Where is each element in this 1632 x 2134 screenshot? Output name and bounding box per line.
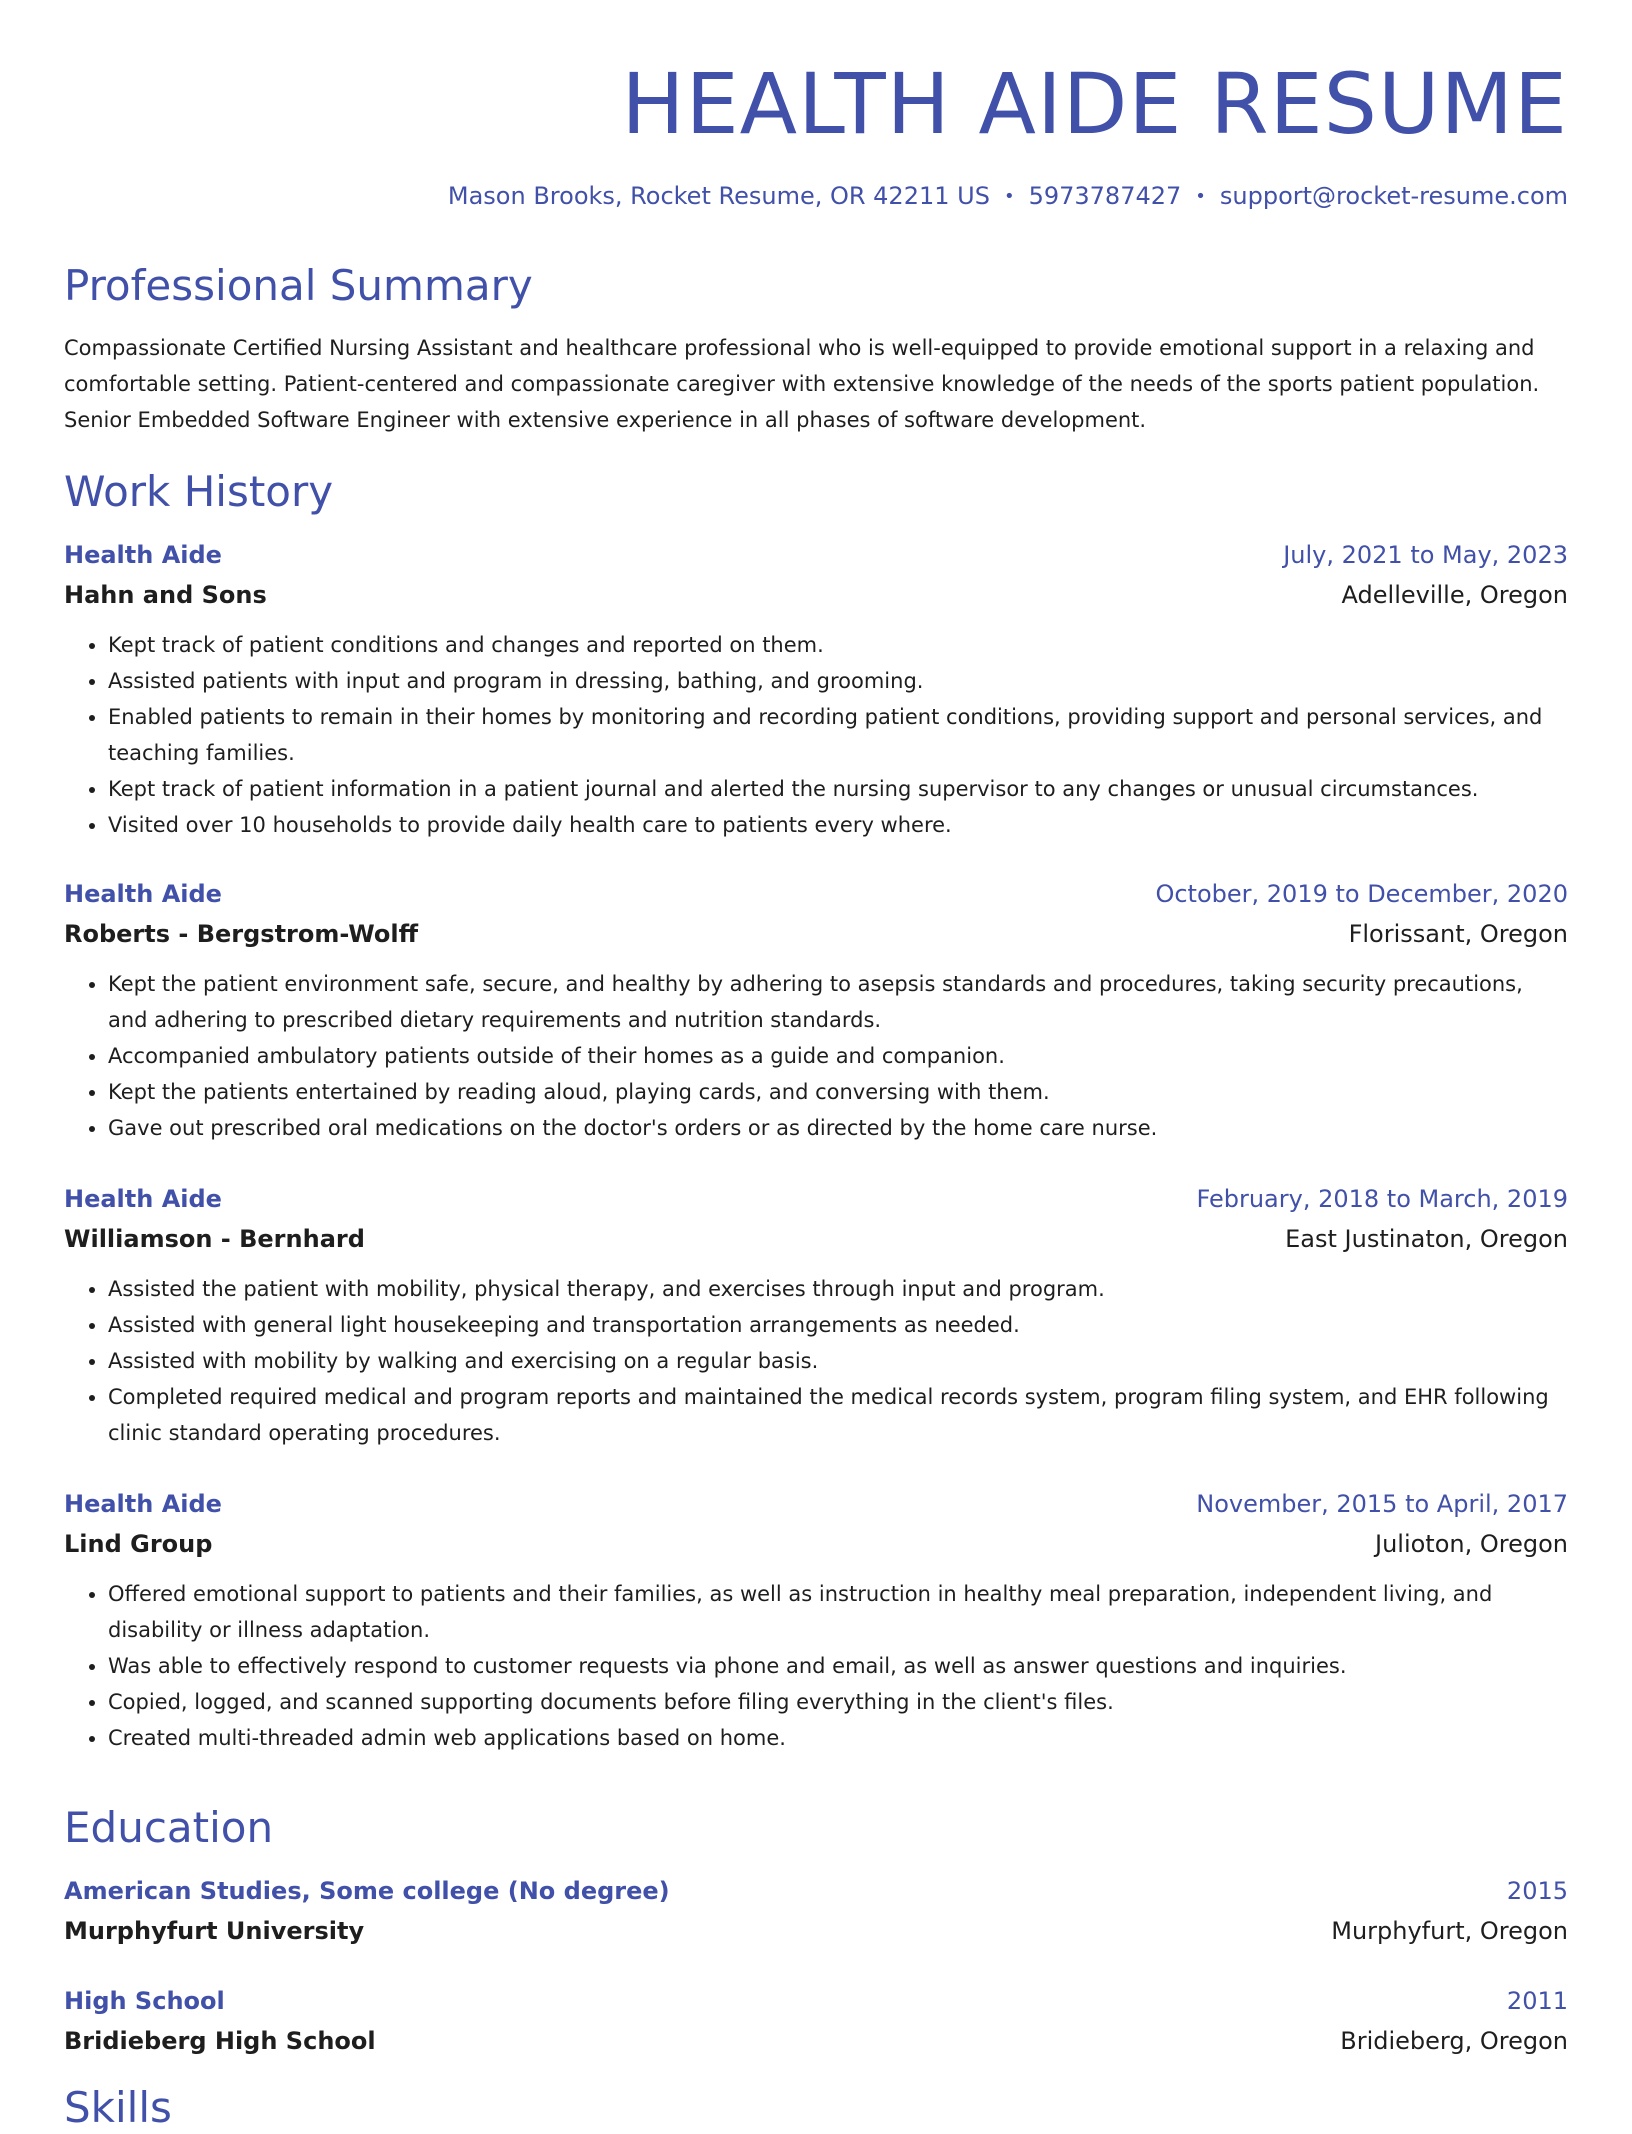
- job-bullets: [64, 1576, 1568, 1756]
- separator-dot: •: [1003, 186, 1015, 207]
- bullet-item: • Gave out prescribed oral medications on the doctor's orders or as directed by the home care nurse.: [108, 1110, 1568, 1146]
- education-entry: [64, 1871, 1568, 1951]
- job-location: Julioton, Oregon: [1375, 1530, 1568, 1558]
- summary-text: Compassionate Certified Nursing Assistant and healthcare professional who is well-equipped to provide emotional support in a relaxing and comfortable setting. Patient-centered and compassionate caregiver with extensive knowledge of the needs of the sports patient population. Senior Embedded Software Engineer with extensive experience in all phases of software development.: [64, 336, 1540, 432]
- job-title: Health Aide: [64, 1490, 222, 1518]
- job-dates: November, 2015 to April, 2017: [1196, 1490, 1568, 1518]
- school-location: Bridieberg, Oregon: [1340, 2027, 1568, 2055]
- contact-email[interactable]: support@rocket-resume.com: [1219, 182, 1568, 210]
- bullet-item: • Created multi-threaded admin web applications based on home.: [108, 1720, 1568, 1756]
- separator-dot: •: [1195, 186, 1206, 207]
- job-location: East Justinaton, Oregon: [1285, 1225, 1568, 1253]
- school-name: Bridieberg High School: [64, 2027, 376, 2055]
- education-degree: American Studies, Some college (No degree): [64, 1877, 670, 1905]
- bullet-item: • Offered emotional support to patients and their families, as well as instruction in healthy meal preparation, independent living, and disability or illness adaptation.: [108, 1576, 1568, 1648]
- job-location: Adelleville, Oregon: [1341, 581, 1568, 609]
- bullet-item: • Assisted with general light housekeeping and transportation arrangements as needed.: [108, 1307, 1568, 1343]
- school-location: Murphyfurt, Oregon: [1331, 1917, 1568, 1945]
- bullet-item: • Kept track of patient conditions and changes and reported on them.: [108, 627, 1568, 663]
- job-title: Health Aide: [64, 880, 222, 908]
- contact-phone: 5973787427: [1028, 182, 1182, 210]
- section-heading-summary: Professional Summary: [64, 261, 533, 310]
- bullet-item: • Assisted with mobility by walking and exercising on a regular basis.: [108, 1343, 1568, 1379]
- job-entry: [64, 1179, 1568, 1451]
- job-entry: [64, 535, 1568, 843]
- job-location: Florissant, Oregon: [1348, 920, 1568, 948]
- company-name: Roberts - Bergstrom-Wolff: [64, 920, 419, 948]
- bullet-item: • Visited over 10 households to provide daily health care to patients every where.: [108, 807, 1568, 843]
- bullet-item: • Kept track of patient information in a patient journal and alerted the nursing supervisor to any changes or unusual circumstances.: [108, 771, 1568, 807]
- bullet-item: • Kept the patient environment safe, secure, and healthy by adhering to asepsis standards and procedures, taking security precautions, and adhering to prescribed dietary requirements and nutrition standards.: [108, 966, 1568, 1038]
- company-name: Lind Group: [64, 1530, 213, 1558]
- bullet-item: • Completed required medical and program reports and maintained the medical records system, program filing system, and EHR following clinic standard operating procedures.: [108, 1379, 1568, 1451]
- bullet-item: • Assisted patients with input and program in dressing, bathing, and grooming.: [108, 663, 1568, 699]
- job-title: Health Aide: [64, 1185, 222, 1213]
- job-entry: [64, 874, 1568, 1146]
- section-heading-skills: Skills: [64, 2083, 172, 2132]
- job-title: Health Aide: [64, 541, 222, 569]
- company-name: Hahn and Sons: [64, 581, 267, 609]
- section-heading-education: Education: [64, 1803, 274, 1852]
- bullet-item: • Enabled patients to remain in their homes by monitoring and recording patient conditions, providing support and personal services, and teaching families.: [108, 699, 1568, 771]
- job-bullets: [64, 627, 1568, 843]
- job-dates: February, 2018 to March, 2019: [1196, 1185, 1568, 1213]
- resume-title: HEALTH AIDE RESUME: [621, 55, 1568, 153]
- education-entry: [64, 1981, 1568, 2061]
- job-entry: [64, 1484, 1568, 1756]
- job-bullets: [64, 966, 1568, 1146]
- education-year: 2011: [1506, 1987, 1568, 2015]
- school-name: Murphyfurt University: [64, 1917, 365, 1945]
- contact-address: Mason Brooks, Rocket Resume, OR 42211 US: [447, 182, 990, 210]
- company-name: Williamson - Bernhard: [64, 1225, 365, 1253]
- bullet-item: • Accompanied ambulatory patients outside of their homes as a guide and companion.: [108, 1038, 1568, 1074]
- education-degree: High School: [64, 1987, 225, 2015]
- bullet-item: • Assisted the patient with mobility, physical therapy, and exercises through input and program.: [108, 1271, 1568, 1307]
- bullet-item: • Was able to effectively respond to customer requests via phone and email, as well as answer questions and inquiries.: [108, 1648, 1568, 1684]
- contact-line: [448, 180, 1568, 213]
- bullet-item: • Kept the patients entertained by reading aloud, playing cards, and conversing with them.: [108, 1074, 1568, 1110]
- job-dates: October, 2019 to December, 2020: [1155, 880, 1568, 908]
- education-year: 2015: [1506, 1877, 1568, 1905]
- job-dates: July, 2021 to May, 2023: [1283, 541, 1568, 569]
- bullet-item: • Copied, logged, and scanned supporting documents before filing everything in the client's files.: [108, 1684, 1568, 1720]
- section-heading-work-history: Work History: [64, 467, 334, 516]
- job-bullets: [64, 1271, 1568, 1451]
